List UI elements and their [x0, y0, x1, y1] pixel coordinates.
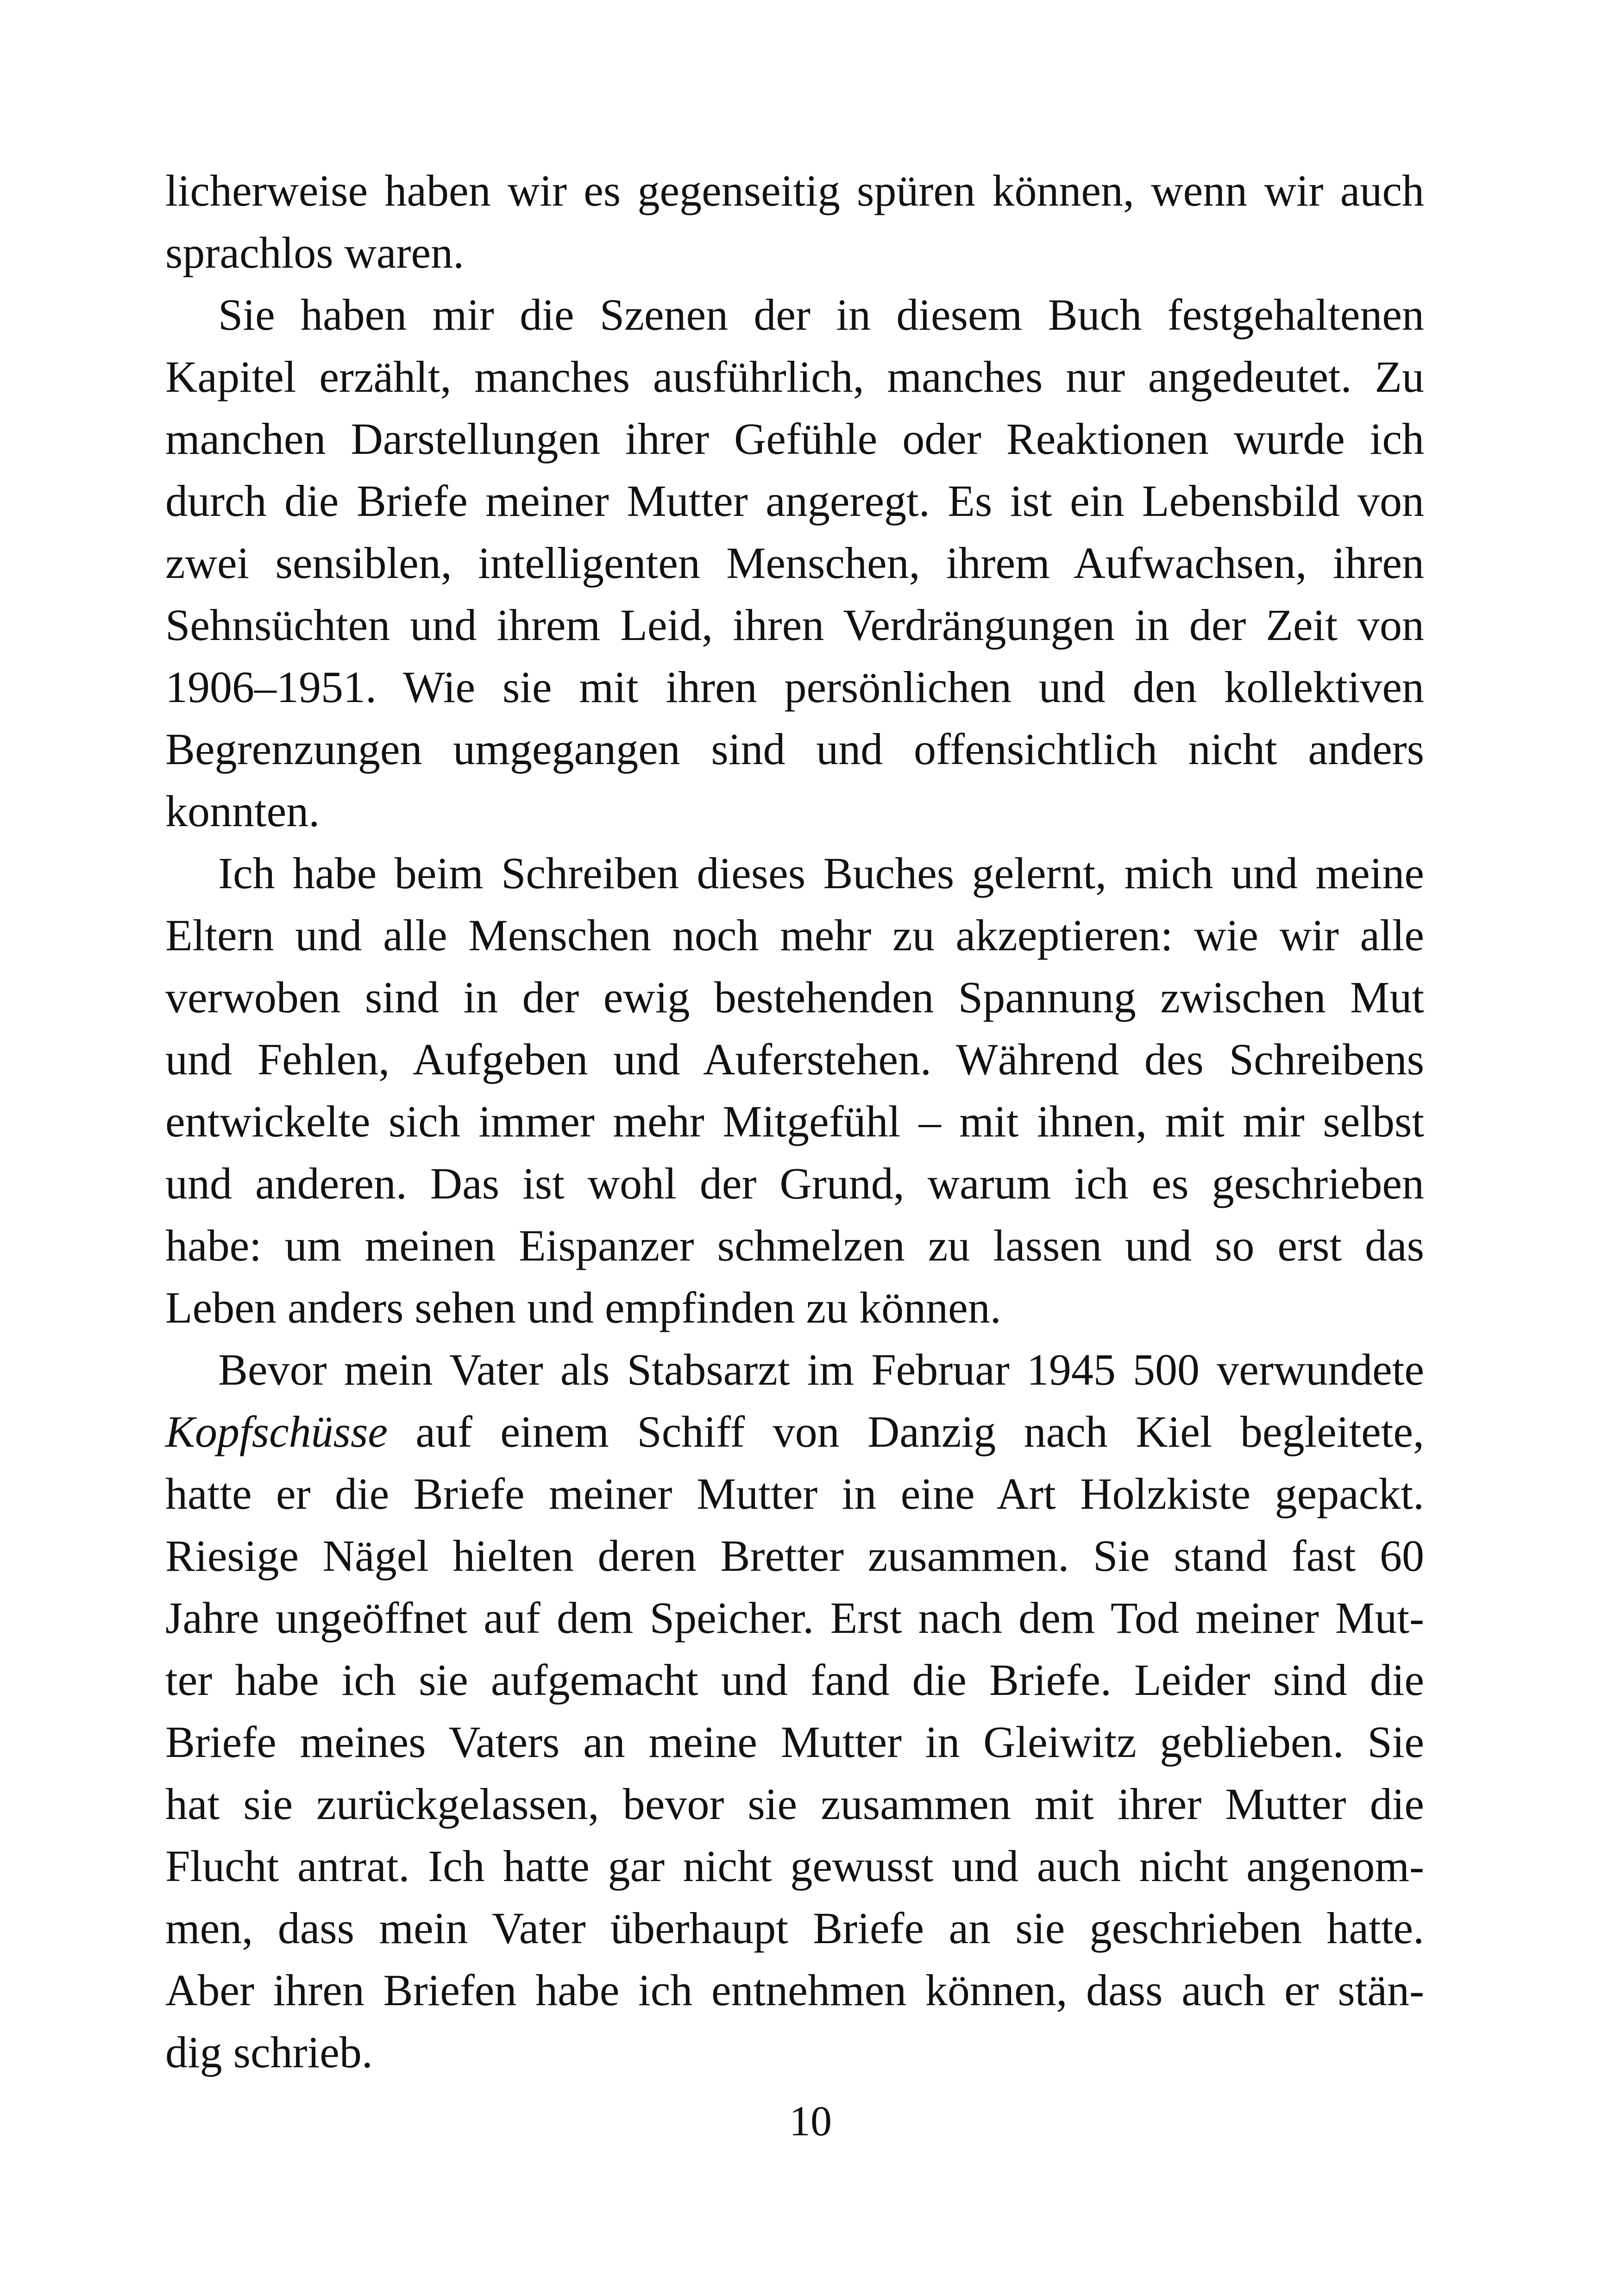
- text-line: entwickelte sich immer mehr Mitgefühl – mit ihnen, mit mir selbst: [165, 1097, 1424, 1146]
- text-line: Flucht antrat. Ich hatte gar nicht gewusst und auch nicht angenom-: [165, 1841, 1424, 1891]
- paragraph: [165, 1339, 1424, 2083]
- body-text: [165, 160, 1424, 2083]
- text-line: durch die Briefe meiner Mutter angeregt. Es ist ein Lebensbild von: [165, 476, 1424, 526]
- text-line: zwei sensiblen, intelligenten Menschen, ihrem Aufwachsen, ihren: [165, 538, 1424, 588]
- text-line: Briefe meines Vaters an meine Mutter in Gleiwitz geblieben. Sie: [165, 1717, 1424, 1767]
- text-line: Sie haben mir die Szenen der in diesem Buch festgehaltenen: [218, 290, 1424, 339]
- page-number: 10: [789, 2097, 832, 2145]
- paragraph: [165, 160, 1424, 284]
- text-line: Riesige Nägel hielten deren Bretter zusammen. Sie stand fast 60: [165, 1531, 1424, 1581]
- text-line: dig schrieb.: [165, 2027, 373, 2077]
- text-line: Leben anders sehen und empfinden zu können.: [165, 1283, 1001, 1332]
- text-line: verwoben sind in der ewig bestehenden Spannung zwischen Mut: [165, 972, 1424, 1022]
- text-line: Eltern und alle Menschen noch mehr zu akzeptieren: wie wir alle: [165, 910, 1424, 960]
- text-line: konnten.: [165, 786, 320, 836]
- paragraph: [165, 842, 1424, 1339]
- text-line: Bevor mein Vater als Stabsarzt im Februar 1945 500 verwundete: [218, 1345, 1424, 1394]
- text-line: Kopfschüsse auf einem Schiff von Danzig nach Kiel begleitete,: [165, 1407, 1424, 1456]
- text-line: habe: um meinen Eispanzer schmelzen zu lassen und so erst das: [165, 1221, 1424, 1270]
- text-line: Sehnsüchten und ihrem Leid, ihren Verdrängungen in der Zeit von: [165, 600, 1424, 650]
- text-line: Jahre ungeöffnet auf dem Speicher. Erst nach dem Tod meiner Mut-: [165, 1593, 1424, 1643]
- text-line: Begrenzungen umgegangen sind und offensichtlich nicht anders: [165, 724, 1424, 774]
- italic-term: Kopfschüsse: [165, 1407, 388, 1456]
- text-line: licherweise haben wir es gegenseitig spüren können, wenn wir auch: [165, 166, 1424, 215]
- paragraph: [165, 284, 1424, 842]
- text-line: Aber ihren Briefen habe ich entnehmen können, dass auch er stän-: [165, 1965, 1424, 2015]
- text-line: Kapitel erzählt, manches ausführlich, manches nur angedeutet. Zu: [165, 352, 1424, 401]
- text-line: men, dass mein Vater überhaupt Briefe an sie geschrieben hatte.: [165, 1903, 1424, 1953]
- text-line: Ich habe beim Schreiben dieses Buches gelernt, mich und meine: [218, 848, 1424, 898]
- text-line: manchen Darstellungen ihrer Gefühle oder Reaktionen wurde ich: [165, 414, 1424, 464]
- text-line: und anderen. Das ist wohl der Grund, warum ich es geschrieben: [165, 1159, 1424, 1208]
- text-line: hatte er die Briefe meiner Mutter in eine Art Holzkiste gepackt.: [165, 1469, 1424, 1518]
- text-line: sprachlos waren.: [165, 228, 465, 277]
- text-line: hat sie zurückgelassen, bevor sie zusammen mit ihrer Mutter die: [165, 1779, 1424, 1829]
- text-line: 1906–1951. Wie sie mit ihren persönlichen und den kollektiven: [165, 662, 1424, 712]
- text-line: ter habe ich sie aufgemacht und fand die Briefe. Leider sind die: [165, 1655, 1424, 1705]
- text-line: und Fehlen, Aufgeben und Auferstehen. Während des Schreibens: [165, 1035, 1424, 1084]
